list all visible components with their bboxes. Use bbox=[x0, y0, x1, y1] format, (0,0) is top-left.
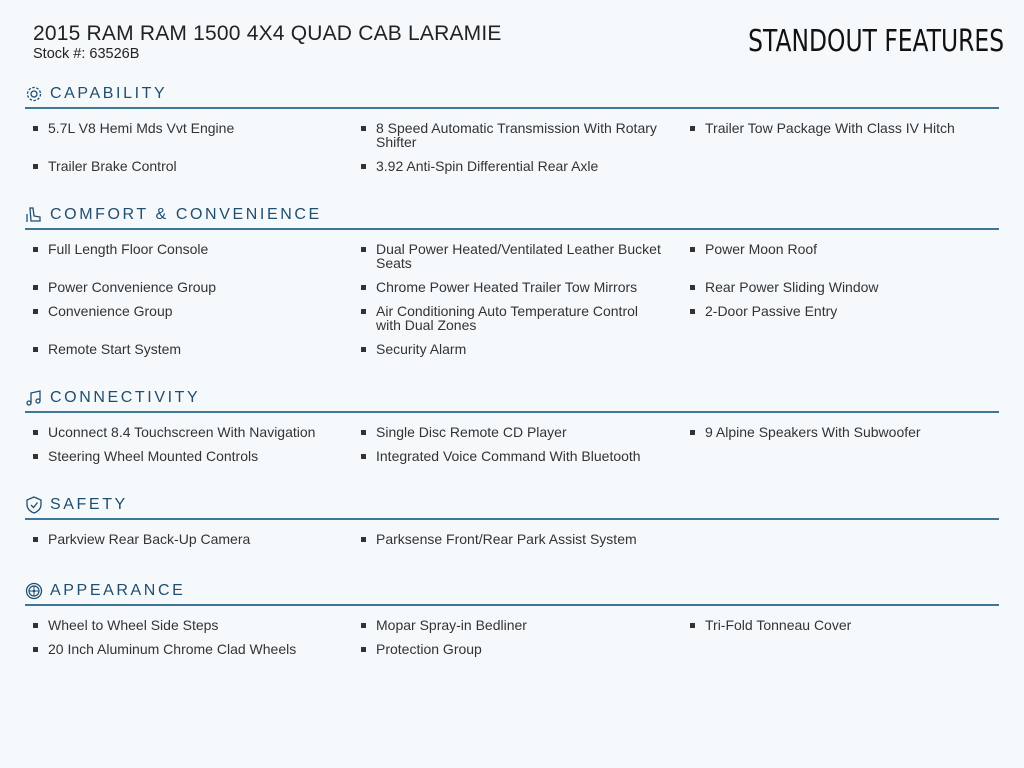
feature-item bbox=[25, 532, 353, 546]
feature-item bbox=[25, 159, 353, 173]
feature-item bbox=[25, 425, 353, 439]
feature-item bbox=[353, 242, 682, 270]
section-comfort-convenience bbox=[25, 202, 999, 356]
feature-text: Power Convenience Group bbox=[48, 279, 217, 295]
feature-item bbox=[353, 449, 682, 463]
bullet-icon bbox=[361, 347, 366, 352]
feature-list bbox=[25, 425, 999, 463]
feature-text: Steering Wheel Mounted Controls bbox=[48, 448, 259, 464]
feature-item bbox=[353, 532, 682, 546]
bullet-icon bbox=[361, 247, 366, 252]
bullet-icon bbox=[33, 126, 38, 131]
wheel-icon bbox=[25, 582, 43, 600]
section-header bbox=[25, 578, 999, 606]
bullet-icon bbox=[361, 647, 366, 652]
feature-item bbox=[682, 242, 982, 270]
bullet-icon bbox=[690, 285, 695, 290]
bullet-icon bbox=[361, 164, 366, 169]
feature-item bbox=[25, 121, 353, 149]
vehicle-title: 2015 RAM RAM 1500 4X4 QUAD CAB LARAMIE bbox=[33, 22, 502, 45]
section-title: CAPABILITY bbox=[50, 85, 168, 102]
bullet-icon bbox=[690, 309, 695, 314]
feature-text: Protection Group bbox=[376, 641, 482, 657]
feature-text: Rear Power Sliding Window bbox=[705, 279, 879, 295]
feature-text: Full Length Floor Console bbox=[48, 241, 209, 257]
feature-item bbox=[25, 242, 353, 270]
feature-text: Trailer Tow Package With Class IV Hitch bbox=[705, 120, 955, 136]
feature-item bbox=[682, 304, 982, 332]
feature-text: Wheel to Wheel Side Steps bbox=[48, 617, 219, 633]
bullet-icon bbox=[33, 309, 38, 314]
feature-item bbox=[353, 159, 682, 173]
seat-icon bbox=[25, 206, 43, 224]
feature-text: Parksense Front/Rear Park Assist System bbox=[376, 531, 637, 547]
bullet-icon bbox=[690, 623, 695, 628]
bullet-icon bbox=[690, 126, 695, 131]
feature-list bbox=[25, 618, 999, 656]
bullet-icon bbox=[33, 454, 38, 459]
bullet-icon bbox=[361, 309, 366, 314]
feature-item bbox=[25, 280, 353, 294]
feature-text: Convenience Group bbox=[48, 303, 173, 319]
feature-text: Chrome Power Heated Trailer Tow Mirrors bbox=[376, 279, 638, 295]
feature-item bbox=[353, 280, 682, 294]
feature-text: Remote Start System bbox=[48, 341, 182, 357]
feature-item bbox=[682, 425, 982, 439]
feature-list bbox=[25, 532, 999, 546]
section-appearance bbox=[25, 578, 999, 656]
feature-text: 2-Door Passive Entry bbox=[705, 303, 838, 319]
feature-text: Security Alarm bbox=[376, 341, 467, 357]
bullet-icon bbox=[33, 647, 38, 652]
feature-text: Integrated Voice Command With Bluetooth bbox=[376, 448, 641, 464]
feature-text: Uconnect 8.4 Touchscreen With Navigation bbox=[48, 424, 316, 440]
section-title: APPEARANCE bbox=[50, 582, 186, 599]
gear-icon bbox=[25, 85, 43, 103]
bullet-icon bbox=[690, 247, 695, 252]
feature-item bbox=[25, 642, 353, 656]
feature-item bbox=[25, 618, 353, 632]
feature-item bbox=[682, 618, 982, 632]
feature-item bbox=[682, 280, 982, 294]
feature-text: Power Moon Roof bbox=[705, 241, 818, 257]
feature-item bbox=[353, 425, 682, 439]
feature-item bbox=[353, 121, 682, 149]
feature-text: 5.7L V8 Hemi Mds Vvt Engine bbox=[48, 120, 235, 136]
feature-text: Parkview Rear Back-Up Camera bbox=[48, 531, 251, 547]
feature-list bbox=[25, 242, 999, 356]
bullet-icon bbox=[33, 537, 38, 542]
section-header bbox=[25, 385, 999, 413]
section-safety bbox=[25, 492, 999, 546]
standout-features-heading: STANDOUT FEATURES bbox=[748, 24, 1004, 59]
feature-text: Mopar Spray-in Bedliner bbox=[376, 617, 527, 633]
feature-text: Trailer Brake Control bbox=[48, 158, 177, 174]
bullet-icon bbox=[361, 537, 366, 542]
bullet-icon bbox=[361, 623, 366, 628]
section-header bbox=[25, 202, 999, 230]
music-note-icon bbox=[25, 389, 43, 407]
bullet-icon bbox=[33, 347, 38, 352]
section-header bbox=[25, 492, 999, 520]
bullet-icon bbox=[33, 623, 38, 628]
feature-text: 9 Alpine Speakers With Subwoofer bbox=[705, 424, 921, 440]
bullet-icon bbox=[361, 285, 366, 290]
feature-item bbox=[353, 618, 682, 632]
bullet-icon bbox=[33, 164, 38, 169]
feature-item bbox=[353, 342, 682, 356]
bullet-icon bbox=[33, 285, 38, 290]
bullet-icon bbox=[33, 247, 38, 252]
feature-item bbox=[25, 449, 353, 463]
feature-text: Tri-Fold Tonneau Cover bbox=[705, 617, 852, 633]
bullet-icon bbox=[33, 430, 38, 435]
stock-number: Stock #: 63526B bbox=[33, 46, 140, 62]
feature-text: 3.92 Anti-Spin Differential Rear Axle bbox=[376, 158, 599, 174]
feature-item bbox=[25, 304, 353, 332]
shield-check-icon bbox=[25, 496, 43, 514]
feature-text: Dual Power Heated/Ventilated Leather Bucket Seats bbox=[376, 241, 661, 271]
bullet-icon bbox=[361, 126, 366, 131]
feature-item bbox=[682, 121, 982, 149]
feature-item bbox=[353, 304, 682, 332]
feature-item bbox=[25, 342, 353, 356]
bullet-icon bbox=[361, 430, 366, 435]
section-connectivity bbox=[25, 385, 999, 463]
bullet-icon bbox=[690, 430, 695, 435]
feature-text: 20 Inch Aluminum Chrome Clad Wheels bbox=[48, 641, 297, 657]
section-header bbox=[25, 81, 999, 109]
section-title: COMFORT & CONVENIENCE bbox=[50, 206, 322, 223]
feature-text: Single Disc Remote CD Player bbox=[376, 424, 567, 440]
section-title: CONNECTIVITY bbox=[50, 389, 201, 406]
feature-list bbox=[25, 121, 999, 173]
section-title: SAFETY bbox=[50, 496, 128, 513]
feature-text: Air Conditioning Auto Temperature Control with Dual Zones bbox=[376, 303, 639, 333]
feature-text: 8 Speed Automatic Transmission With Rotary Shifter bbox=[376, 120, 657, 150]
section-capability bbox=[25, 81, 999, 173]
bullet-icon bbox=[361, 454, 366, 459]
feature-item bbox=[353, 642, 682, 656]
